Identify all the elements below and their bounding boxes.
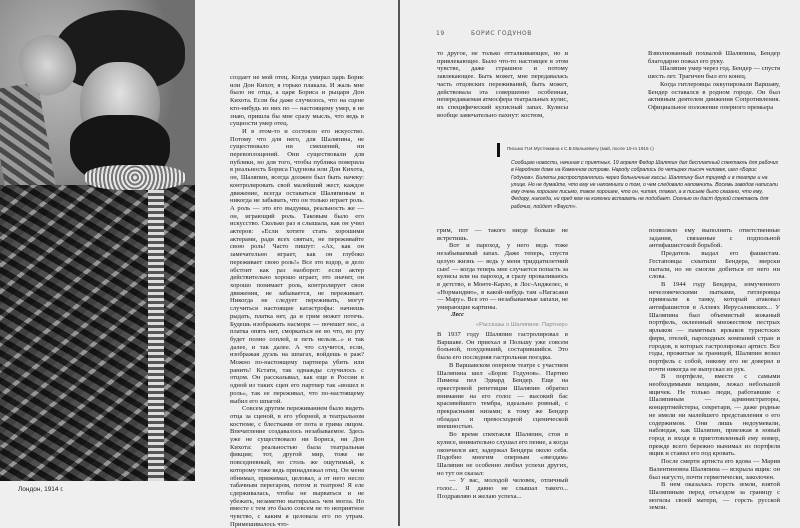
running-title: БОРИС ГОДУНОВ — [471, 30, 532, 37]
paragraph: создает не мой отец. Когда умирал царь Борис или Дон Кихот, я горько плакала. И жаль мне было не отца, а царя Бориса и рыцаря Дон Кихота. Если бы даже случилось, что на сцене кто-нибудь из них по — настоящему умер, я не знаю, пришла бы мне сразу мысль, что ведь в сущности умер отец. — [230, 74, 364, 128]
quote-marker-bar — [497, 143, 500, 157]
paragraph: Совсем другим переживанием было видеть отца за сценой, в его уборной, в театральном костюме, с блестками от пота и грима лицом. Впечатление создавалось незабываемое. Здесь уже не существовало ни Бориса, ни Дон Кихота: реальностью была театральная фикция; тот, другой мир, тоже не повседневный, но столь же ощутимый, к которому тоже ведь принадлежал отец. Он меня обнимал, прижимал, целовал, а от него несло табачным перегаром, потом и театром! Я еле сдерживалась, чтобы не вырваться и не убежать, незаметно вытиралась чем могла. Но вместе с тем это было совсем не то неприятное чувство, с каким я целовала его по утрам. Примешивалось что- — [230, 405, 364, 528]
paragraph: Шаляпин умер через год. Бендер — спустя шесть лет. Трагичен был его конец. — [648, 65, 780, 81]
page-gutter — [398, 0, 400, 526]
left-text-column — [230, 74, 364, 528]
letter-quote: Сообщаю новости, начиная с приятных. 19 апреля Федор Шаляпин дал бесплатный спектакль для рабочих в Народном доме на Каменном острове. Народу собралось до четырех тысяч человек, шел «Борис Годунов». Билеты распространялись через больничные кассы. Шаляпину был триумф и в театре и на улице. Но не думайте, что ему не напомнили о том, о чем следовало напомнить. Восемь заводов написали ему очень хорошее письмо, такое хорошее, что он, читая, плакал, а в письме было сказано, что ему, Федору, никогда, ни пред кем на коленки вставать не подобает. Осенью он даст другой спектакль для рабочих, пойдет «Фауст». — [511, 160, 779, 210]
bottom-left-column — [437, 331, 568, 500]
paragraph: В Варшавском оперном театре с участием Шаляпина шел «Борис Годунов». Партию Пимена пел Эдвард Бендер. Еще на оркестровой репетиции Шаляпин обратил внимание на его голос — высокий бас красивейшего тембра, идеально ровный, с прекрасными низами; к тому же Бендер обладал и превосходной сценической внешностью. — [437, 361, 568, 431]
paragraph: Когда гитлеровцы оккупировали Варшаву, Бендер оставался в родном городе. Он был активным деятелем движения Сопротивления. Официальное положение оперного премьера — [648, 80, 780, 111]
right-page — [401, 0, 800, 526]
top-left-column — [437, 50, 568, 119]
paragraph: В 1937 году Шаляпин гастролировал в Варшаве. Он приехал в Польшу уже совсем больной, похудевший, состарившийся. Это была его последняя гастрольная поездка. — [437, 331, 568, 362]
bottom-right-column — [649, 227, 780, 512]
top-right-column — [648, 50, 780, 112]
paragraph: Во время спектакля Шаляпин, стоя в кулисе, внимательно слушал его пение, а когда окончился акт, задержал Бендера около себя. Подобно многим оперным «звездам» Шаляпин не особенно любил успехи других, но тут он сказал: — [437, 431, 568, 477]
photo-caption: Лондон, 1914 г. — [18, 486, 64, 493]
bottom-left-intro — [437, 227, 568, 312]
paragraph: Предатель выдал его фашистам. Гестаповцы схватили Бендера, зверски пытали, но не смогли добиться от него ни слова. — [649, 250, 780, 281]
photo-robe — [0, 185, 195, 481]
chaliapin-as-boris-photo — [0, 0, 195, 481]
photo-robe-trim — [148, 190, 164, 481]
paragraph: то другое, не только отталкивающее, но и привлекающее. Было что-то настоящее в этом чувстве, даже страшное и потому завлекающее. Быть может, мне передавалась часть отцовских переживаний, быть может, действовала эта совершенно особенная, непередаваемая атмосфера театральных кулис, их специфический кулисный запах. Кулисы вообще замечательно пахнут: костюм, — [437, 50, 568, 119]
paragraph: Взволнованный похвалой Шаляпина, Бендер благодарно пожал его руку. — [648, 50, 780, 65]
paragraph: В портфеле, вместе с самыми необходимыми вещами, лежал небольшой ящичек. Не только люди, работавшие с Шаляпиным — администраторы, концертмейстеры, секретари, — даже родные не имели ни малейшего представления о его содержимом. Они лишь недоумевали, наблюдая, как Шаляпин, приезжая в новый город и входя в приготовленный ему номер, прежде всего бережно вынимал из портфеля ящик и ставил его под кровать. — [649, 373, 780, 458]
paragraph: После смерти артиста его вдова — Мария Валентиновна Шаляпина — вскрыла ящик: он был нагусто, почти герметически, заколочен. — [649, 458, 780, 481]
paragraph: грим, пот — такого нигде больше не встретишь. — [437, 227, 568, 242]
section-title: «Рассказы о Шаляпине. Партнер» — [475, 322, 568, 328]
page-number: 19 — [436, 30, 445, 37]
paragraph: И в этом-то и состояло его искусство. Потому что для него, для Шаляпина, не существовало ни смешений, ни перевоплощений. Они существовали для публики, но для того, чтобы публика поверила в реальность Бориса Годунова или Дон Кихота, он, Шаляпин, всегда должен был быть начеку: контролировать свой малейший жест, каждое движение, всегда оставаться Шаляпиным и никогда не забывать, что он только играет роль. А роль — это его выдумка, реальность же — он, играющий роль. Таковым было его искусство. Сколько раз я слышала, как он учил актеров: «Если хотите стать хорошими актерами, ради всех святых, не переживайте свою роль! Часто пишут: «Ах, как он замечательно играет, как он глубоко переживает свою роль!» Все это вздор, и дело обстоит как раз наоборот: если актер действительно хорошо играет, это значит, он хорошо понимает роль, контролирует свои движения, не забывается, не переживает. Никогда не следует переживать, могут случиться настоящие катастрофы: начнешь рыдать, платка нет, да и грим может потечь. Будешь изображать насморк — почешет нос, а платка опять нет, сморкаться не во что, во рту будет полно соплей, и петь нельзя...» и так далее, и так далее. А что случится, если, изображая дуэль на шпагах, войдешь в раж? Можно по-настоящему партнера убить или ранить! Кстати, так однажды случилось с отцом. Он рассказывал, как еще в России в одной из таких сцен его партнер так «вошел в роль», так ее переживал, что по-настоящему выбил его шпагой. — [230, 127, 364, 405]
photo-pearl-collar — [85, 165, 185, 190]
section-author: Лесс — [451, 311, 465, 318]
left-page — [0, 0, 399, 526]
paragraph: — У вас, молодой человек, отличный голос... Я давно не слышал такого... Поздравляю и желаю успеха... — [437, 477, 568, 500]
letter-caption: Письмо П.И.Мустяжкина к С.В.Малькевичу (май, после 10-го 1915 г.) — [507, 146, 654, 151]
paragraph: В 1944 году Бендера, измученного нечеловеческими пытками, гитлеровцы привязали к танку, который атаковал антифашистов в Аллеях Иерусалимских... У Шаляпина был объемистый кожаный портфель, оклеенный множеством пестрых ярлыков — памятных ярлыков туристских фирм, отелей, пароходных компаний стран и городов, в которых гастролировал артист. Все годы, прожитые за границей, Шаляпин возил портфель с собой, никому его не доверял и почти никогда не выпускал из рук. — [649, 280, 780, 373]
paragraph: В нем оказалась горсть земли, взятой Шаляпиным перед отъездом за границу с могилы своей матери, — горсть русской земли. — [649, 481, 780, 512]
paragraph: Вот и пароход, у него ведь тоже незабываемый запах. Даже теперь, спустя целую жизнь — ведь у меня тридцатилетний сын! — когда теперь мне случается попасть за кулисы или на пароход, я сразу проваливаюсь в детство, в Монте-Карло, в Лос-Анджелес, в «Нормандию», в какой-нибудь там «Нагасаки — Мару». Все это — незабываемые запахи, не умирающие картины. — [437, 242, 568, 312]
paragraph: позволяло ему выполнять ответственные задания, связанные с подпольной антифашистской борьбой. — [649, 227, 780, 250]
